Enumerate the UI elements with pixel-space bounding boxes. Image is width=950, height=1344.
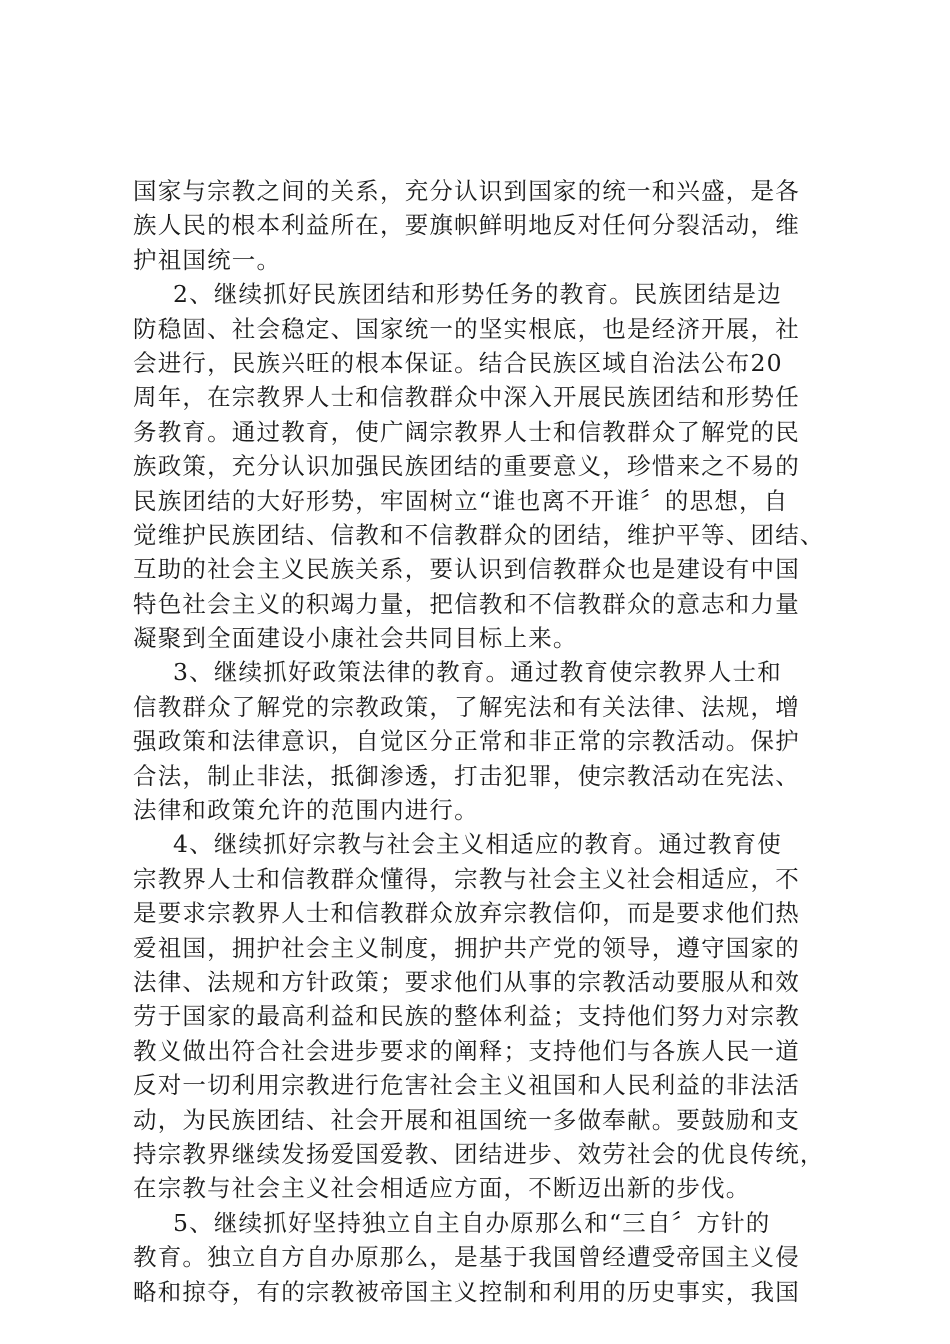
text-line: 宗教界人士和信教群众懂得，宗教与社会主义社会相适应，不 [133, 864, 800, 893]
text-line: 务教育。通过教育，使广阔宗教界人士和信教群众了解党的民 [133, 417, 800, 446]
text-line: 族人民的根本利益所在，要旗帜鲜明地反对任何分裂活动，维 [133, 211, 800, 240]
text-line: 劳于国家的最高利益和民族的整体利益；支持他们努力对宗教 [133, 1002, 800, 1031]
text-line: 民族团结的大好形势，牢固树立“谁也离不开谁〞的思想，自 [133, 486, 789, 515]
text-line: 动，为民族团结、社会开展和祖国统一多做奉献。要鼓励和支 [133, 1105, 800, 1134]
text-line: 防稳固、社会稳定、国家统一的坚实根底，也是经济开展，社 [133, 314, 800, 343]
paragraph-first-line: 5、继续抓好坚持独立自主自办原那么和“三自〞方针的 [173, 1208, 771, 1237]
paragraph-first-line: 2、继续抓好民族团结和形势任务的教育。民族团结是边 [173, 280, 782, 309]
text-line: 凝聚到全面建设小康社会共同目标上来。 [133, 624, 578, 653]
text-line: 法律、法规和方针政策；要求他们从事的宗教活动要服从和效 [133, 967, 800, 996]
paragraph-first-line: 4、继续抓好宗教与社会主义相适应的教育。通过教育使 [173, 830, 782, 859]
text-line: 反对一切利用宗教进行危害社会主义祖国和人民利益的非法活 [133, 1071, 800, 1100]
text-line: 信教群众了解党的宗教政策，了解宪法和有关法律、法规，增 [133, 692, 800, 721]
text-line: 护祖国统一。 [133, 245, 282, 274]
text-line: 族政策，充分认识加强民族团结的重要意义，珍惜来之不易的 [133, 452, 800, 481]
text-line: 教义做出符合社会进步要求的阐释；支持他们与各族人民一道 [133, 1036, 800, 1065]
text-line: 特色社会主义的积竭力量，把信教和不信教群众的意志和力量 [133, 589, 800, 618]
text-line: 互助的社会主义民族关系，要认识到信教群众也是建设有中国 [133, 555, 800, 584]
text-line: 略和掠夺，有的宗教被帝国主义控制和利用的历史事实，我国 [133, 1277, 800, 1306]
text-line: 法律和政策允许的范围内进行。 [133, 796, 479, 825]
text-line: 爱祖国，拥护社会主义制度，拥护共产党的领导，遵守国家的 [133, 933, 800, 962]
text-line: 持宗教界继续发扬爱国爱教、团结进步、效劳社会的优良传统， [133, 1139, 825, 1168]
text-line: 会进行，民族兴旺的根本保证。结合民族区域自治法公布20 [133, 348, 783, 377]
text-line: 是要求宗教界人士和信教群众放弃宗教信仰，而是要求他们热 [133, 899, 800, 928]
text-line: 国家与宗教之间的关系，充分认识到国家的统一和兴盛，是各 [133, 177, 800, 205]
text-line: 合法，制止非法，抵御渗透，打击犯罪，使宗教活动在宪法、 [133, 761, 800, 790]
text-line: 强政策和法律意识，自觉区分正常和非正常的宗教活动。保护 [133, 727, 800, 756]
paragraph-first-line: 3、继续抓好政策法律的教育。通过教育使宗教界人士和 [173, 658, 782, 687]
document-body [133, 174, 833, 1309]
text-line: 周年，在宗教界人士和信教群众中深入开展民族团结和形势任 [133, 383, 800, 412]
text-line: 觉维护民族团结、信教和不信教群众的团结，维护平等、团结、 [133, 520, 825, 549]
text-line: 教育。独立自方自办原那么，是基于我国曾经遭受帝国主义侵 [133, 1243, 800, 1272]
text-line: 在宗教与社会主义社会相适应方面，不断迈出新的步伐。 [133, 1174, 751, 1203]
